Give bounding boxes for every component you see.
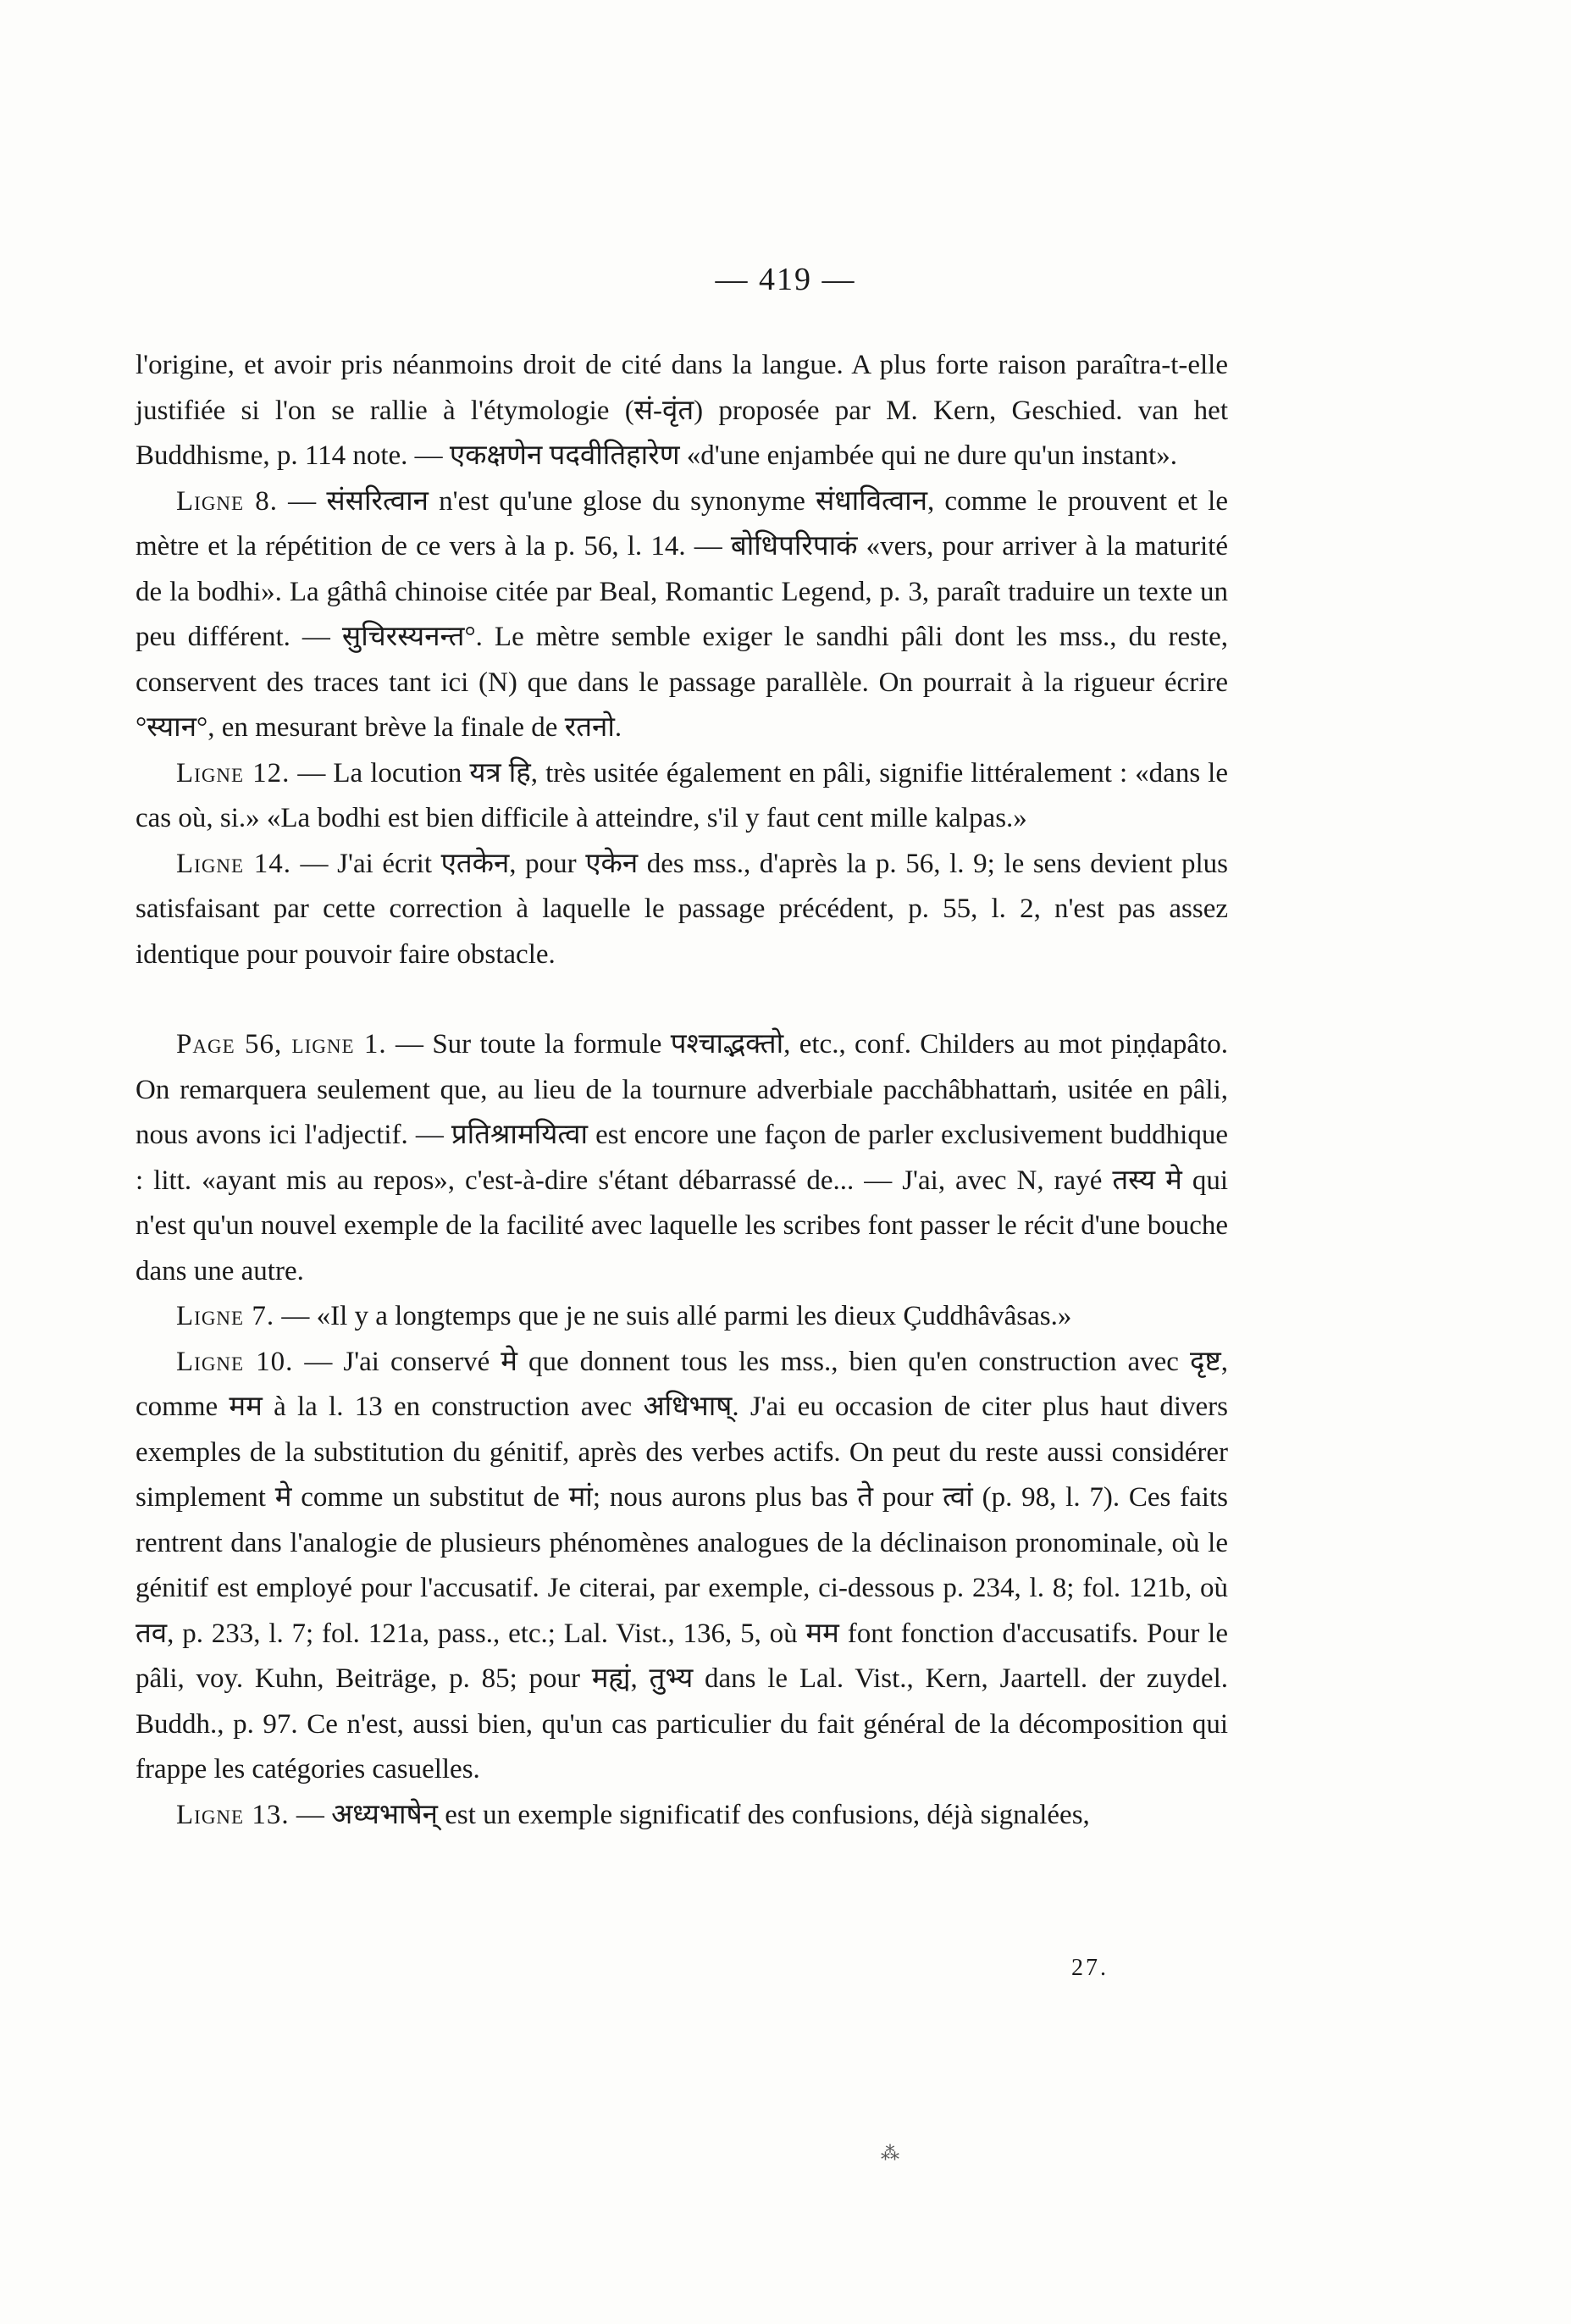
page-number: — 419 —: [715, 262, 856, 297]
paragraph-label: Ligne 8.: [176, 485, 279, 517]
paragraph-ligne-7: [136, 1294, 1228, 1340]
paragraph-page-56-ligne-1: [136, 1022, 1228, 1294]
paragraph-ligne-13: [136, 1793, 1228, 1839]
paragraph-text: — अध्यभाषेन् est un exemple significatif des confusions, déjà signalées,: [289, 1799, 1090, 1830]
paragraph-label: Page 56, ligne 1.: [176, 1029, 387, 1060]
paragraph-text: l'origine, et avoir pris néanmoins droit de cité dans la langue. A plus forte raison paraîtra-t-elle justifiée si l'on se rallie à l'étymologie (सं-वृंत) proposée par M. Kern, Geschied. van het Buddhisme, p. 114 note. — एकक्षणेन पदवीतिहारेण «d'une enjambée qui ne dure qu'un instant».: [136, 350, 1228, 471]
paragraph-label: Ligne 12.: [176, 757, 290, 788]
paragraph-ligne-8: [136, 479, 1228, 751]
paragraph-text: — J'ai conservé मे que donnent tous les mss., bien qu'en construction avec दृष्ट, comme मम à la l. 13 en construction avec अधिभाष्. J'ai eu occasion de citer plus haut divers exemples de la substitution du génitif, après des verbes actifs. On peut du reste aussi considérer simplement मे comme un substitut de मां; nous aurons plus bas ते pour त्वां (p. 98, l. 7). Ces faits rentrent dans l'analogie de plusieurs phénomènes analogues de la déclinaison pronominale, où le génitif est employé pour l'accusatif. Je citerai, par exemple, ci-dessous p. 234, l. 8; fol. 121b, où तव, p. 233, l. 7; fol. 121a, pass., etc.; Lal. Vist., 136, 5, où मम font fonction d'accusatifs. Pour le pâli, voy. Kuhn, Beiträge, p. 85; pour मह्यं, तुभ्य dans le Lal. Vist., Kern, Jaartell. der zuydel. Buddh., p. 97. Ce n'est, aussi bien, qu'un cas particulier du fait général de la décomposition qui frappe les catégories casuelles.: [136, 1346, 1228, 1784]
paragraph-text: — J'ai écrit एतकेन, pour एकेन des mss., d'après la p. 56, l. 9; le sens devient plus satisfaisant par cette correction à laquelle le passage précédent, p. 55, l. 2, n'est pas assez identique pour pouvoir faire obstacle.: [136, 848, 1228, 970]
paragraph-ligne-14: [136, 842, 1228, 978]
paragraph-continuation: [136, 343, 1228, 479]
paragraph-label: Ligne 7.: [176, 1301, 275, 1331]
paragraph-ligne-12: [136, 751, 1228, 842]
paragraph-text: — La locution यत्र हि, très usitée également en pâli, signifie littéralement : «dans le cas où, si.» «La bodhi est bien difficile à atteindre, s'il y faut cent mille kalpas.»: [136, 757, 1228, 833]
paragraph-text: — Sur toute la formule पश्चाद्भक्तो, etc., conf. Childers au mot piṇḍapâto. On remarquera seulement que, au lieu de la tournure adverbiale pacchâbhattaṁ, usitée en pâli, nous avons ici l'adjectif. — प्रतिश्रामयित्वा est encore une façon de parler exclusivement buddhique : litt. «ayant mis au repos», c'est-à-dire s'étant débarrassé de... — J'ai, avec N, rayé तस्य मे qui n'est qu'un nouvel exemple de la facilité avec laquelle les scribes font passer le récit d'une bouche dans une autre.: [136, 1029, 1228, 1286]
paragraph-text: — संसरित्वान n'est qu'une glose du synonyme संधावित्वान, comme le prouvent et le mètre et la répétition de ce vers à la p. 56, l. 14. — बोधिपरिपाकं «vers, pour arriver à la maturité de la bodhi». La gâthâ chinoise citée par Beal, Romantic Legend, p. 3, paraît traduire un texte un peu différent. — सुचिरस्यनन्त°. Le mètre semble exiger le sandhi pâli dont les mss., du reste, conservent des traces tant ici (N) que dans le passage parallèle. On pourrait à la rigueur écrire °स्यान°, en mesurant brève la finale de रतनो.: [136, 485, 1228, 743]
ornament-mark: ⁂: [881, 2143, 899, 2164]
paragraph-text: — «Il y a longtemps que je ne suis allé parmi les dieux Çuddhâvâsas.»: [274, 1301, 1072, 1331]
commentary-body: [136, 343, 1228, 1838]
paragraph-label: Ligne 13.: [176, 1799, 290, 1830]
signature-mark: 27.: [1071, 1955, 1109, 1981]
paragraph-label: Ligne 14.: [176, 848, 291, 879]
paragraph-ligne-10: [136, 1340, 1228, 1793]
paragraph-label: Ligne 10.: [176, 1346, 294, 1377]
